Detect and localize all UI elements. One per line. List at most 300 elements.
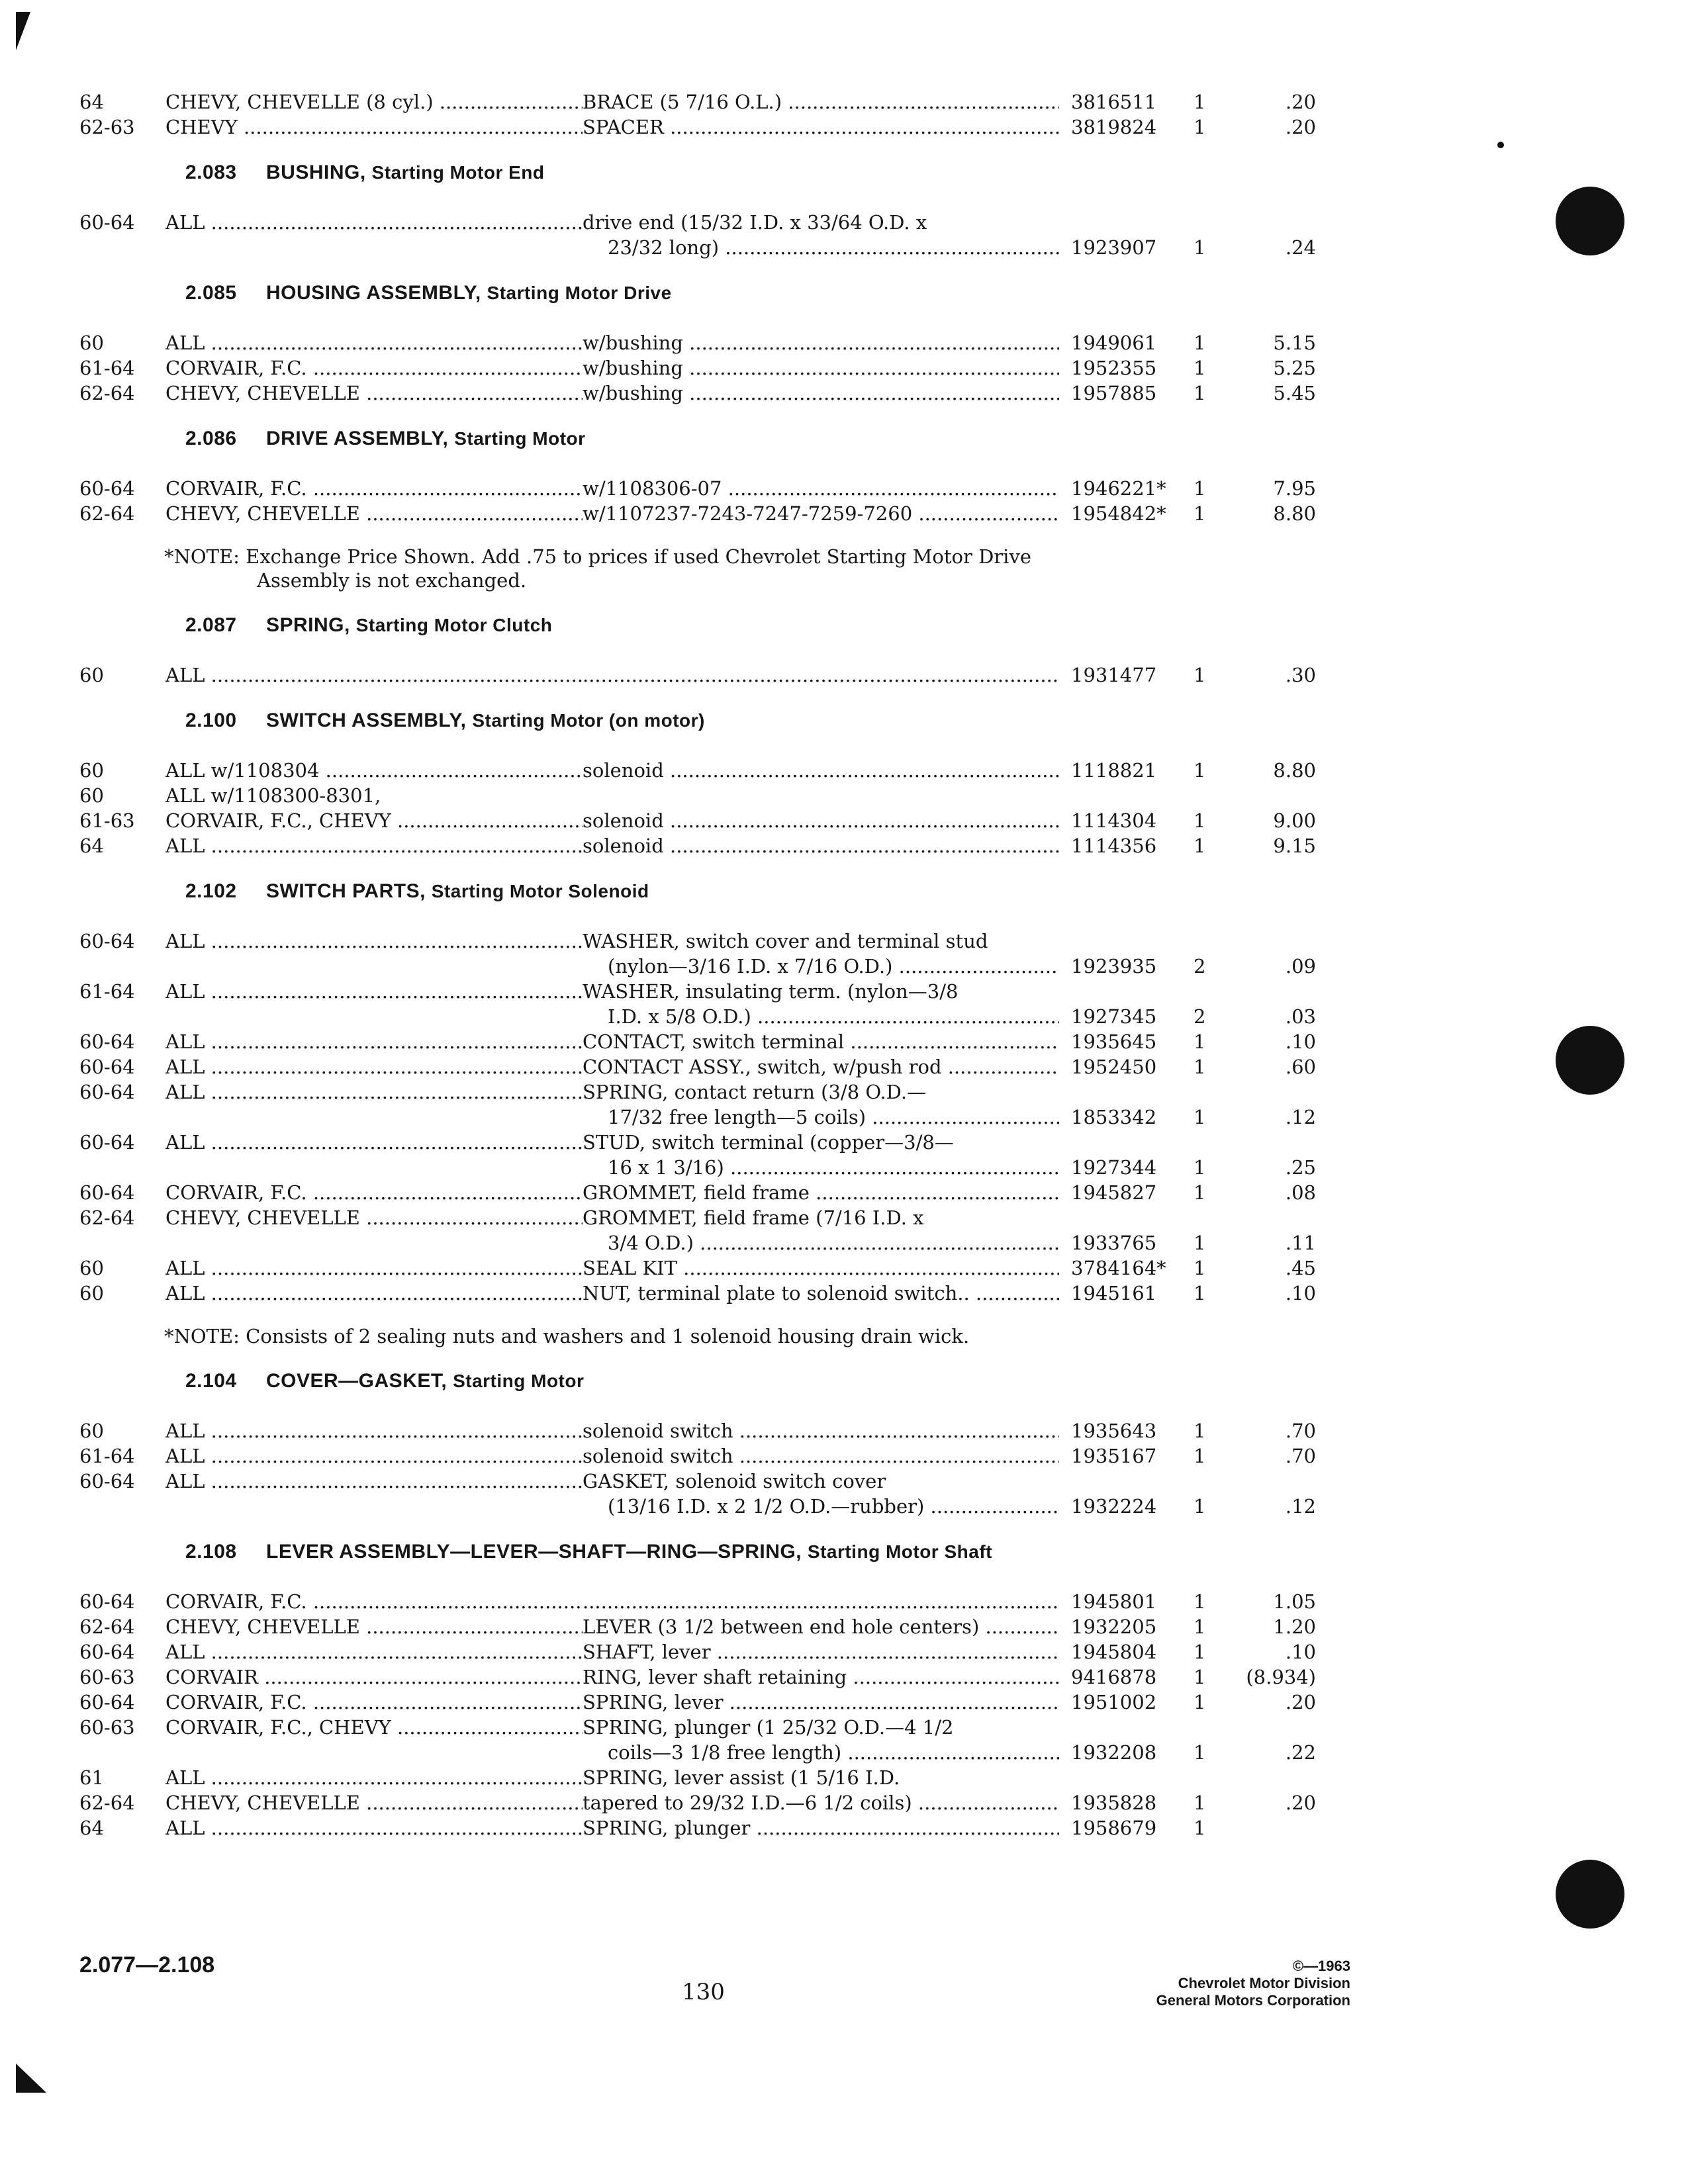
- model-year: [79, 662, 165, 688]
- model-name: [165, 1469, 583, 1494]
- quantity-text: 1: [1194, 1615, 1206, 1638]
- quantity-text: 1: [1194, 1181, 1206, 1204]
- quantity-text: 1: [1194, 502, 1206, 525]
- price-text: .09: [1285, 955, 1316, 978]
- description-line: SPRING, lever assist (1 5/16 I.D.: [583, 1766, 900, 1789]
- description-line: WASHER, switch cover and terminal stud: [583, 930, 988, 952]
- price-text: 8.80: [1273, 759, 1316, 782]
- part-number-text: 1923907: [1071, 236, 1157, 259]
- quantity: [1194, 1130, 1233, 1180]
- section-2-083: [79, 158, 1337, 260]
- model-name-text: ALL .....: [165, 835, 583, 857]
- part-number: [1059, 758, 1194, 783]
- part-number: [1059, 210, 1194, 260]
- quantity-text: 1: [1194, 759, 1206, 782]
- model-name: [165, 210, 583, 235]
- table-row: [79, 1205, 1337, 1255]
- description-line: tapered to 29/32 I.D.—6 1/2 coils) .....: [583, 1790, 1059, 1815]
- table-row: [79, 501, 1337, 526]
- part-number-text: 1951002: [1071, 1691, 1157, 1713]
- quantity: [1194, 114, 1233, 140]
- model-name-text: CORVAIR, F.C., CHEVY .....: [165, 1716, 583, 1739]
- quantity-text: 1: [1194, 1641, 1206, 1663]
- section-heading: [79, 706, 1337, 735]
- part-number-text: 1932208: [1071, 1741, 1157, 1764]
- part-description: [583, 979, 1059, 1029]
- table-row: [79, 1418, 1337, 1443]
- part-description: [583, 1614, 1059, 1639]
- model-name: [165, 833, 583, 858]
- model-name-text: ALL .....: [165, 1445, 583, 1467]
- quantity-text: 1: [1194, 1232, 1206, 1254]
- quantity: [1194, 1205, 1233, 1255]
- part-description: [583, 1790, 1059, 1815]
- section-2-085: [79, 279, 1337, 406]
- page-number: 130: [682, 1979, 725, 2005]
- table-row: [79, 1715, 1337, 1765]
- price-text: .45: [1285, 1257, 1316, 1279]
- section-number: 2.086: [185, 428, 237, 449]
- part-description: [583, 1180, 1059, 1205]
- binder-hole-middle: [1556, 1026, 1624, 1095]
- model-name-text: ALL .....: [165, 1641, 583, 1663]
- price: [1233, 979, 1316, 1029]
- model-name: [165, 1281, 583, 1306]
- description-line: solenoid .....: [583, 808, 1059, 833]
- part-description: [583, 1079, 1059, 1130]
- scan-speck: [1497, 142, 1504, 148]
- quantity: [1194, 476, 1233, 501]
- model-name-text: ALL .....: [165, 930, 583, 952]
- part-description: [583, 1029, 1059, 1054]
- quantity: [1194, 979, 1233, 1029]
- model-year: [79, 476, 165, 501]
- quantity: [1194, 1639, 1233, 1664]
- price-text: .20: [1285, 1691, 1316, 1713]
- model-year: [79, 783, 165, 808]
- part-number: [1059, 1815, 1194, 1841]
- model-year: [79, 1255, 165, 1281]
- division-name: Chevrolet Motor Division: [1178, 1975, 1350, 1991]
- model-name: [165, 1054, 583, 1079]
- price-text: 5.45: [1273, 382, 1316, 404]
- model-name-text: CHEVY, CHEVELLE .....: [165, 502, 583, 525]
- model-year: [79, 808, 165, 833]
- description-line: w/1108306-07 .....: [583, 476, 1059, 501]
- section-number: 2.083: [185, 161, 237, 183]
- model-name-text: CHEVY, CHEVELLE .....: [165, 1206, 583, 1229]
- registration-mark-bottom-left: [16, 2064, 46, 2093]
- quantity-text: 1: [1194, 1156, 1206, 1179]
- section-heading: [79, 424, 1337, 453]
- quantity: [1194, 1614, 1233, 1639]
- model-year-text: 60-64: [79, 1691, 135, 1713]
- part-description: [583, 1255, 1059, 1281]
- quantity: [1194, 1029, 1233, 1054]
- part-description: [583, 929, 1059, 979]
- section-title-text: BUSHING,: [266, 161, 366, 183]
- section-number: 2.102: [185, 880, 237, 902]
- model-year: [79, 1130, 165, 1180]
- price-text: .70: [1285, 1445, 1316, 1467]
- quantity: [1194, 1418, 1233, 1443]
- part-description: [583, 1469, 1059, 1519]
- model-year-text: 64: [79, 91, 104, 113]
- section-subtitle: Starting Motor Shaft: [807, 1541, 992, 1562]
- model-year: [79, 381, 165, 406]
- note-line: *NOTE: Exchange Price Shown. Add .75 to prices if used Chevrolet Starting Motor Drive: [164, 545, 1031, 568]
- model-year-text: 61: [79, 1766, 104, 1789]
- price: [1233, 1418, 1316, 1443]
- model-name: [165, 1589, 583, 1614]
- description-line: CONTACT, switch terminal .....: [583, 1029, 1059, 1054]
- description-line: I.D. x 5/8 O.D.) .....: [583, 1004, 1059, 1029]
- quantity-text: 1: [1194, 1445, 1206, 1467]
- quantity-text: 1: [1194, 1495, 1206, 1518]
- section-2-100: [79, 706, 1337, 858]
- quantity: [1194, 1715, 1233, 1765]
- part-number-text: 1957885: [1071, 382, 1157, 404]
- description-line: solenoid .....: [583, 758, 1059, 783]
- model-name: [165, 758, 583, 783]
- part-number: [1059, 1418, 1194, 1443]
- part-number-text: 1933765: [1071, 1232, 1157, 1254]
- table-row: [79, 1281, 1337, 1306]
- quantity: [1194, 381, 1233, 406]
- part-number-text: 1935645: [1071, 1030, 1157, 1053]
- part-number-text: 1946221*: [1071, 477, 1166, 500]
- price: [1233, 1815, 1316, 1841]
- table-row: [79, 929, 1337, 979]
- section-note: [79, 545, 1337, 592]
- section-subtitle: Starting Motor End: [371, 162, 545, 183]
- part-number-text: 1945801: [1071, 1590, 1157, 1613]
- quantity: [1194, 833, 1233, 858]
- quantity-text: 1: [1194, 1792, 1206, 1814]
- part-number-text: 1923935: [1071, 955, 1157, 978]
- price: [1233, 114, 1316, 140]
- part-number: [1059, 1715, 1194, 1765]
- part-description: [583, 758, 1059, 783]
- price-text: .60: [1285, 1056, 1316, 1078]
- model-name-text: CORVAIR, F.C. .....: [165, 1590, 583, 1613]
- model-name-text: ALL w/1108300-8301,: [165, 784, 381, 807]
- price: [1233, 476, 1316, 501]
- model-name: [165, 1690, 583, 1715]
- part-number-text: 1958679: [1071, 1817, 1157, 1839]
- description-line: solenoid switch .....: [583, 1443, 1059, 1469]
- model-year-text: 60-64: [79, 211, 135, 234]
- part-description: [583, 114, 1059, 140]
- part-number: [1059, 1690, 1194, 1715]
- model-name-text: CORVAIR .....: [165, 1666, 583, 1688]
- part-number-text: 1932205: [1071, 1615, 1157, 1638]
- model-year: [79, 1029, 165, 1054]
- description-line: GROMMET, field frame (7/16 I.D. x: [583, 1206, 924, 1229]
- description-line: 3/4 O.D.) .....: [583, 1230, 1059, 1255]
- model-name-text: ALL .....: [165, 211, 583, 234]
- model-year-text: 62-64: [79, 1792, 135, 1814]
- model-year: [79, 330, 165, 355]
- model-name-text: CORVAIR, F.C. .....: [165, 357, 583, 379]
- group-range: 2.077—2.108: [79, 1952, 215, 1978]
- part-description: [583, 808, 1059, 833]
- quantity: [1194, 1054, 1233, 1079]
- model-name-text: ALL .....: [165, 1056, 583, 1078]
- description-line: SPRING, lever .....: [583, 1690, 1059, 1715]
- section-heading: [79, 158, 1337, 187]
- price: [1233, 210, 1316, 260]
- table-row: [79, 381, 1337, 406]
- model-name: [165, 1180, 583, 1205]
- part-number-text: 3819824: [1071, 116, 1157, 138]
- part-number: [1059, 1639, 1194, 1664]
- quantity: [1194, 1180, 1233, 1205]
- part-number-text: 1945804: [1071, 1641, 1157, 1663]
- quantity-text: 1: [1194, 1257, 1206, 1279]
- section-number: 2.087: [185, 614, 237, 636]
- quantity-text: 1: [1194, 1590, 1206, 1613]
- section-title-text: SWITCH PARTS,: [266, 880, 426, 902]
- table-row: [79, 1790, 1337, 1815]
- part-number: [1059, 929, 1194, 979]
- model-year-text: 60-64: [79, 1081, 135, 1103]
- description-line: 16 x 1 3/16) .....: [583, 1155, 1059, 1180]
- part-number: [1059, 1664, 1194, 1690]
- table-row: [79, 330, 1337, 355]
- model-year-text: 60: [79, 784, 104, 807]
- description-line: WASHER, insulating term. (nylon—3/8: [583, 980, 959, 1003]
- description-line: coils—3 1/8 free length) .....: [583, 1740, 1059, 1765]
- part-number: [1059, 662, 1194, 688]
- model-name-text: ALL .....: [165, 332, 583, 354]
- quantity: [1194, 1469, 1233, 1519]
- model-year-text: 62-64: [79, 1615, 135, 1638]
- quantity: [1194, 330, 1233, 355]
- price: [1233, 89, 1316, 114]
- part-description: [583, 1690, 1059, 1715]
- part-number: [1059, 1205, 1194, 1255]
- copyright: ©—1963: [1292, 1958, 1350, 1974]
- part-number: [1059, 783, 1194, 808]
- table-row: [79, 1664, 1337, 1690]
- price: [1233, 758, 1316, 783]
- description-line: solenoid switch .....: [583, 1418, 1059, 1443]
- quantity: [1194, 1790, 1233, 1815]
- quantity-text: 1: [1194, 477, 1206, 500]
- price-text: .20: [1285, 1792, 1316, 1814]
- table-row: [79, 89, 1337, 114]
- quantity: [1194, 1664, 1233, 1690]
- price: [1233, 783, 1316, 808]
- part-description: [583, 1205, 1059, 1255]
- price: [1233, 1205, 1316, 1255]
- model-name-text: CHEVY, CHEVELLE .....: [165, 1615, 583, 1638]
- quantity-text: 1: [1194, 1741, 1206, 1764]
- price: [1233, 1130, 1316, 1180]
- description-line: SPACER .....: [583, 114, 1059, 140]
- price-text: 9.00: [1273, 809, 1316, 832]
- description-line: w/bushing .....: [583, 330, 1059, 355]
- description-line: drive end (15/32 I.D. x 33/64 O.D. x: [583, 211, 927, 234]
- model-year-text: 64: [79, 1817, 104, 1839]
- part-number: [1059, 833, 1194, 858]
- model-name-text: CORVAIR, F.C. .....: [165, 1181, 583, 1204]
- model-name-text: ALL .....: [165, 1131, 583, 1154]
- section-subtitle: Starting Motor Solenoid: [431, 881, 649, 901]
- model-year: [79, 1469, 165, 1519]
- part-number: [1059, 89, 1194, 114]
- note-line: Assembly is not exchanged.: [257, 569, 527, 592]
- model-year: [79, 1180, 165, 1205]
- price-text: .12: [1285, 1495, 1316, 1518]
- table-row: [79, 808, 1337, 833]
- price-text: 5.25: [1273, 357, 1316, 379]
- part-description: [583, 89, 1059, 114]
- price: [1233, 1029, 1316, 1054]
- section-subtitle: Starting Motor Drive: [487, 283, 672, 303]
- table-row: [79, 979, 1337, 1029]
- price: [1233, 330, 1316, 355]
- price-text: 1.05: [1273, 1590, 1316, 1613]
- part-number-text: 1114304: [1071, 809, 1157, 832]
- table-row: [79, 1255, 1337, 1281]
- model-name-text: CHEVY, CHEVELLE (8 cyl.) .....: [165, 91, 583, 113]
- price: [1233, 1690, 1316, 1715]
- parts-listing: [79, 89, 1337, 1841]
- model-name-text: CHEVY, CHEVELLE .....: [165, 1792, 583, 1814]
- part-number-text: 1931477: [1071, 664, 1157, 686]
- quantity: [1194, 808, 1233, 833]
- part-number: [1059, 476, 1194, 501]
- section-subtitle: Starting Motor: [453, 1371, 585, 1391]
- price-text: .10: [1285, 1641, 1316, 1663]
- model-year-text: 60-64: [79, 1590, 135, 1613]
- part-number-text: 9416878: [1071, 1666, 1157, 1688]
- registration-mark-top-left: [16, 12, 30, 50]
- table-row: [79, 1469, 1337, 1519]
- model-year-text: 60-64: [79, 930, 135, 952]
- model-name-text: CORVAIR, F.C. .....: [165, 1691, 583, 1713]
- section-number: 2.108: [185, 1541, 237, 1563]
- quantity-text: 1: [1194, 835, 1206, 857]
- model-year: [79, 1715, 165, 1765]
- model-name: [165, 1765, 583, 1790]
- table-row: [79, 833, 1337, 858]
- part-number-text: 1945161: [1071, 1282, 1157, 1304]
- price: [1233, 1281, 1316, 1306]
- model-year-text: 60: [79, 664, 104, 686]
- model-name: [165, 501, 583, 526]
- section-subtitle: Starting Motor: [454, 428, 586, 449]
- model-name: [165, 808, 583, 833]
- part-description: [583, 1054, 1059, 1079]
- table-row: [79, 1130, 1337, 1180]
- table-row: [79, 1029, 1337, 1054]
- model-name: [165, 979, 583, 1004]
- model-year-text: 60-64: [79, 1131, 135, 1154]
- description-line: (nylon—3/16 I.D. x 7/16 O.D.) .....: [583, 954, 1059, 979]
- model-year-text: 60-64: [79, 1181, 135, 1204]
- part-number: [1059, 1790, 1194, 1815]
- note-line: *NOTE: Consists of 2 sealing nuts and washers and 1 solenoid housing drain wick.: [164, 1325, 970, 1347]
- model-name-text: CORVAIR, F.C. .....: [165, 477, 583, 500]
- part-description: [583, 1130, 1059, 1180]
- price: [1233, 833, 1316, 858]
- part-number: [1059, 979, 1194, 1029]
- model-name-text: ALL .....: [165, 1081, 583, 1103]
- table-row: [79, 1589, 1337, 1614]
- model-name: [165, 1418, 583, 1443]
- price: [1233, 1443, 1316, 1469]
- description-line: 17/32 free length—5 coils) .....: [583, 1105, 1059, 1130]
- model-year-text: 60: [79, 1282, 104, 1304]
- description-line: 23/32 long) .....: [583, 235, 1059, 260]
- part-number: [1059, 355, 1194, 381]
- part-description: [583, 1443, 1059, 1469]
- part-number: [1059, 501, 1194, 526]
- model-year: [79, 758, 165, 783]
- description-line: solenoid .....: [583, 833, 1059, 858]
- section-heading: [79, 877, 1337, 906]
- price: [1233, 1614, 1316, 1639]
- part-description: [583, 1715, 1059, 1765]
- price-text: 8.80: [1273, 502, 1316, 525]
- model-year-text: 61-64: [79, 357, 135, 379]
- quantity-text: 1: [1194, 1056, 1206, 1078]
- model-name-text: CHEVY .....: [165, 116, 583, 138]
- quantity-text: 2: [1194, 1005, 1206, 1028]
- price: [1233, 1255, 1316, 1281]
- part-description: [583, 1281, 1059, 1306]
- quantity: [1194, 1079, 1233, 1130]
- quantity-text: 1: [1194, 809, 1206, 832]
- price: [1233, 808, 1316, 833]
- model-year-text: 60-64: [79, 1056, 135, 1078]
- model-year: [79, 1790, 165, 1815]
- price-text: 7.95: [1273, 477, 1316, 500]
- quantity: [1194, 210, 1233, 260]
- model-year: [79, 979, 165, 1029]
- model-name: [165, 114, 583, 140]
- corporation-name: General Motors Corporation: [1156, 1992, 1350, 2009]
- table-row: [79, 1765, 1337, 1790]
- price-text: 9.15: [1273, 835, 1316, 857]
- quantity-text: 1: [1194, 357, 1206, 379]
- price-text: .20: [1285, 91, 1316, 113]
- section-title-text: DRIVE ASSEMBLY,: [266, 428, 449, 449]
- part-number: [1059, 1765, 1194, 1790]
- part-number-text: 3784164*: [1071, 1257, 1166, 1279]
- quantity-text: 1: [1194, 1030, 1206, 1053]
- table-row: [79, 476, 1337, 501]
- description-line: (13/16 I.D. x 2 1/2 O.D.—rubber) .....: [583, 1494, 1059, 1519]
- quantity-text: 1: [1194, 91, 1206, 113]
- section-number: 2.100: [185, 709, 237, 731]
- part-description: [583, 501, 1059, 526]
- section-subtitle: Starting Motor (on motor): [472, 710, 705, 731]
- part-number-text: 1949061: [1071, 332, 1157, 354]
- section-number: 2.104: [185, 1370, 237, 1392]
- model-name: [165, 662, 583, 688]
- model-name: [165, 1639, 583, 1664]
- model-year: [79, 1589, 165, 1614]
- part-number: [1059, 1054, 1194, 1079]
- part-description: [583, 783, 1059, 808]
- model-year-text: 60: [79, 1257, 104, 1279]
- price-text: .30: [1285, 664, 1316, 686]
- part-number-text: 1927344: [1071, 1156, 1157, 1179]
